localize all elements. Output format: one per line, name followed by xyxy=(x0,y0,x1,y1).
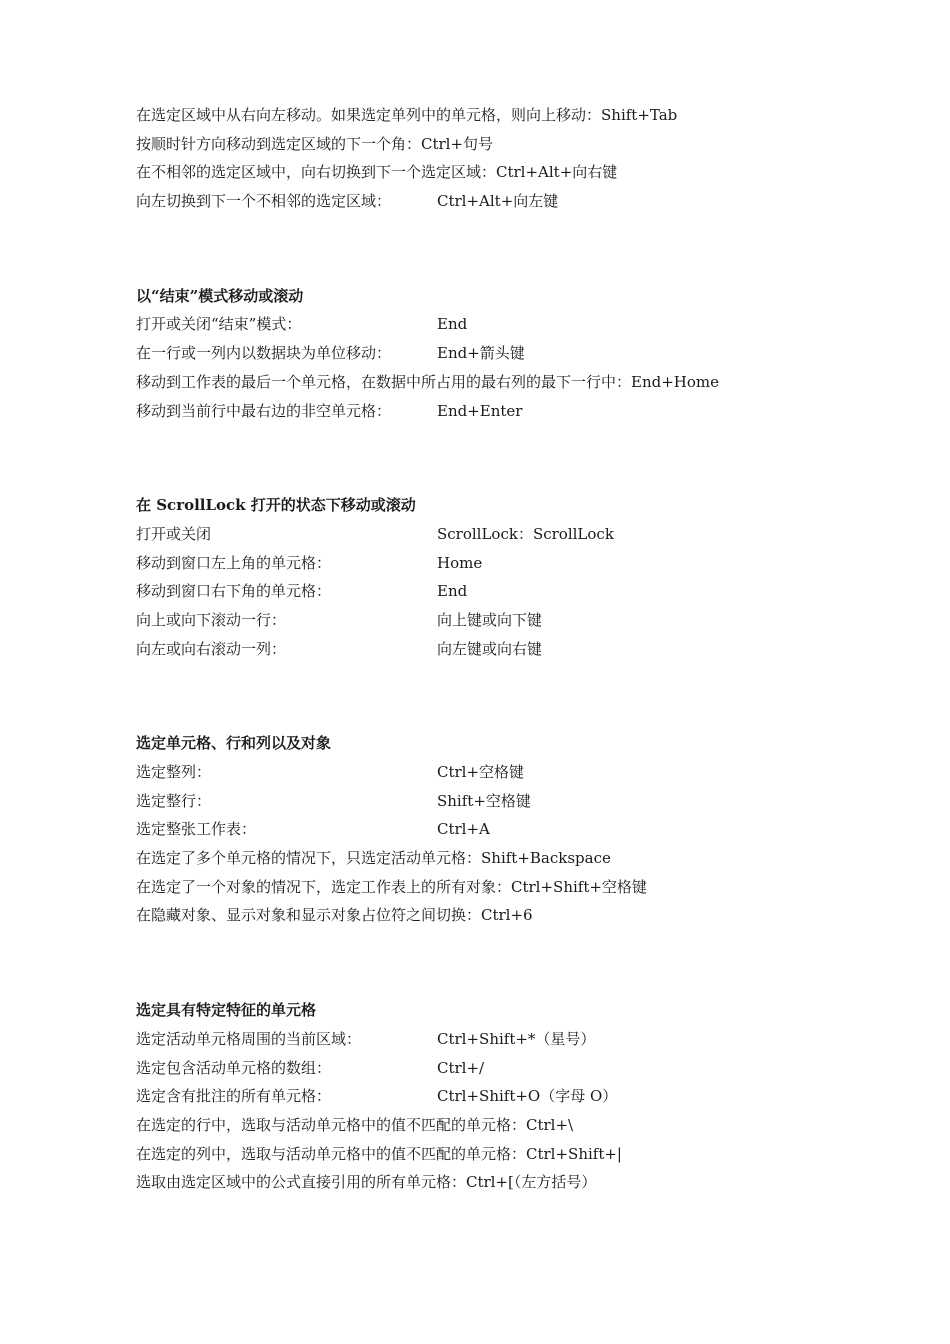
shortcut-label: 向左切换到下一个不相邻的选定区域： xyxy=(136,192,392,211)
shortcut-label: 选定活动单元格周围的当前区域： xyxy=(136,1029,362,1048)
shortcut-row xyxy=(136,815,896,844)
shortcut-keys: End xyxy=(437,315,468,334)
shortcut-row xyxy=(136,635,896,664)
shortcut-label: 选定整行： xyxy=(136,791,212,810)
text-line: 移动到工作表的最后一个单元格，在数据中所占用的最右列的最下一行中：End+Home xyxy=(136,372,719,391)
shortcut-row xyxy=(136,520,896,549)
text-line: 在选定了多个单元格的情况下，只选定活动单元格：Shift+Backspace xyxy=(136,849,611,868)
text-line: 按顺时针方向移动到选定区域的下一个角：Ctrl+句号 xyxy=(136,134,494,153)
section-gap xyxy=(136,930,896,996)
section-heading: 选定具有特定特征的单元格 xyxy=(136,1001,317,1020)
shortcut-label: 选定整张工作表： xyxy=(136,820,257,839)
section-heading: 以“结束”模式移动或滚动 xyxy=(136,286,304,305)
shortcut-keys: 向上键或向下键 xyxy=(437,610,543,629)
shortcut-label: 打开或关闭 xyxy=(136,524,212,543)
section-gap xyxy=(136,425,896,491)
shortcut-keys: Ctrl+空格键 xyxy=(437,763,525,781)
shortcut-keys: Shift+空格键 xyxy=(437,791,531,810)
shortcut-keys: Ctrl+/ xyxy=(437,1058,485,1077)
shortcut-label: 移动到窗口左上角的单元格： xyxy=(136,553,332,572)
shortcut-keys: ScrollLock：ScrollLock xyxy=(437,524,614,543)
shortcut-label: 在一行或一列内以数据块为单位移动： xyxy=(136,344,392,363)
section-gap xyxy=(136,216,896,282)
shortcut-row xyxy=(136,1082,896,1111)
shortcut-keys: Home xyxy=(437,553,483,572)
shortcut-row xyxy=(136,1025,896,1054)
shortcut-label: 移动到当前行中最右边的非空单元格： xyxy=(136,401,392,420)
text-line: 在选定的行中，选取与活动单元格中的值不匹配的单元格：Ctrl+\ xyxy=(136,1115,574,1134)
shortcut-row xyxy=(136,758,896,787)
text-line: 在不相邻的选定区域中，向右切换到下一个选定区域：Ctrl+Alt+向右键 xyxy=(136,163,618,182)
section-heading: 在 ScrollLock 打开的状态下移动或滚动 xyxy=(136,496,416,515)
shortcut-row xyxy=(136,787,896,816)
shortcut-keys: End+箭头键 xyxy=(437,344,525,363)
shortcut-label: 移动到窗口右下角的单元格： xyxy=(136,582,332,601)
shortcut-label: 选定含有批注的所有单元格： xyxy=(136,1087,332,1106)
text-line: 在隐藏对象、显示对象和显示对象占位符之间切换：Ctrl+6 xyxy=(136,906,533,925)
shortcut-label: 选定包含活动单元格的数组： xyxy=(136,1058,332,1077)
shortcut-row xyxy=(136,606,896,635)
shortcut-row xyxy=(136,1054,896,1083)
shortcut-keys: Ctrl+Shift+*（星号） xyxy=(437,1029,596,1048)
text-line: 在选定了一个对象的情况下，选定工作表上的所有对象：Ctrl+Shift+空格键 xyxy=(136,877,647,896)
shortcut-label: 向上或向下滚动一行： xyxy=(136,610,287,629)
shortcut-row xyxy=(136,187,896,216)
section-gap xyxy=(136,663,896,729)
text-line: 在选定区域中从右向左移动。如果选定单列中的单元格，则向上移动：Shift+Tab xyxy=(136,106,678,124)
shortcut-label: 选定整列： xyxy=(136,763,212,781)
text-line: 在选定的列中，选取与活动单元格中的值不匹配的单元格：Ctrl+Shift+| xyxy=(136,1144,622,1163)
shortcut-keys: End xyxy=(437,582,468,601)
shortcut-keys: Ctrl+Shift+O（字母 O） xyxy=(437,1087,618,1106)
shortcut-label: 向左或向右滚动一列： xyxy=(136,639,287,658)
shortcut-row xyxy=(136,549,896,578)
shortcut-keys: 向左键或向右键 xyxy=(437,639,543,658)
shortcut-label: 打开或关闭“结束”模式： xyxy=(136,315,302,334)
shortcut-row xyxy=(136,397,896,426)
text-line: 选取由选定区域中的公式直接引用的所有单元格：Ctrl+[（左方括号） xyxy=(136,1173,597,1192)
document-page xyxy=(136,101,896,1197)
shortcut-keys: Ctrl+Alt+向左键 xyxy=(437,192,559,211)
shortcut-row xyxy=(136,339,896,368)
section-heading: 选定单元格、行和列以及对象 xyxy=(136,734,332,753)
shortcut-row xyxy=(136,577,896,606)
shortcut-keys: Ctrl+A xyxy=(437,820,490,839)
shortcut-keys: End+Enter xyxy=(437,401,523,420)
shortcut-row xyxy=(136,310,896,339)
